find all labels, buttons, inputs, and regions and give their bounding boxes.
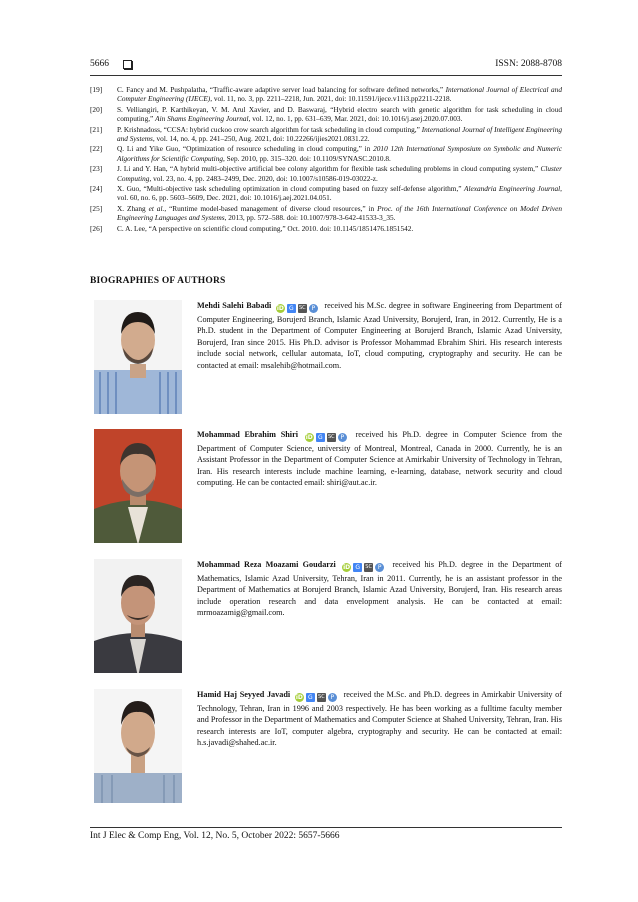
profile-badges	[342, 561, 386, 573]
bio-text	[197, 689, 562, 749]
biographies-heading: BIOGRAPHIES OF AUTHORS	[90, 276, 226, 286]
issn-label: ISSN: 2088-8708	[495, 59, 562, 69]
reference-text: , Sep. 2010, pp. 315–320. doi: 10.1109/SYNASC.2010.8.	[223, 153, 391, 163]
author-name: Hamid Haj Seyyed Javadi	[197, 690, 291, 699]
author-name: Mohammad Reza Moazami Goudarzi	[197, 560, 336, 569]
google-scholar-icon[interactable]: G	[316, 433, 325, 442]
reference-number: [22]	[90, 144, 103, 154]
bio-text	[197, 429, 562, 489]
orcid-icon[interactable]: iD	[305, 433, 313, 441]
publons-icon[interactable]: P	[375, 563, 384, 572]
reference-text: C. Fancy and M. Pushpalatha, “Traffic-aware adaptive server load balancing for software defined networks,”	[117, 85, 446, 94]
reference-number: [21]	[90, 124, 103, 134]
reference-text: P. Krishnadoss, “CCSA: hybrid cuckoo crow search algorithm for task scheduling in cloud computing,”	[117, 124, 422, 134]
footer-rule	[90, 827, 562, 828]
reference-text: S. Velliangiri, P. Karthikeyan, V. M. Arul Xavier, and D. Baswaraj, “Hybrid electro search with genetic algorithm for task scheduling in cloud computing,”	[117, 104, 562, 124]
reference-text: , vol. 12, no. 1, pp. 631–639, Mar. 2021, doi: 10.1016/j.asej.2020.07.003.	[248, 114, 463, 124]
publons-icon[interactable]: P	[338, 433, 347, 442]
publons-icon[interactable]: P	[328, 693, 337, 702]
author-photo	[94, 559, 182, 673]
reference-text: J. Li and Y. Han, “A hybrid multi-objective artificial bee colony algorithm for flexible task scheduling problems in cloud computing system,”	[117, 164, 541, 174]
reference-item	[90, 105, 562, 124]
bio-text	[197, 300, 562, 371]
author-photo	[94, 300, 182, 414]
bio-body: received his Ph.D. degree in the Department of Mathematics, Islamic Azad University, Tehran, Iran in 2011. Currently, he is an assistant professor in the Department of Mathematics at Borujerd Branch, Islamic Azad University, Borujerd, Iran. His research areas include operation research and data envelopment analysis. He can be contacted at email: mrmoazamig@gmail.com.	[197, 560, 563, 617]
bio-text	[197, 559, 562, 619]
reference-number: [20]	[90, 104, 103, 114]
google-scholar-icon[interactable]: G	[353, 563, 362, 572]
reference-item	[90, 85, 562, 104]
reference-venue: Alexandria Engineering Journal	[464, 184, 561, 194]
reference-item	[90, 144, 562, 163]
reference-venue: Proc. of the 16th International Conference on Model Driven Engineering Languages and Systems	[117, 203, 562, 223]
reference-text: , vol. 11, no. 3, pp. 2211–2218, Jun. 2021, doi: 10.11591/ijece.v11i3.pp2211-2218.	[210, 94, 452, 104]
scopus-icon[interactable]: SC	[365, 563, 372, 570]
scopus-icon[interactable]: SC	[318, 693, 325, 700]
page-number: 5666	[90, 59, 109, 69]
reference-number: [26]	[90, 223, 103, 233]
publons-icon[interactable]: P	[309, 304, 318, 313]
reference-text: , “Runtime model-based management of diverse cloud resources,” in	[164, 203, 378, 213]
reference-text: Q. Li and Yike Guo, “Optimization of resource scheduling in cloud computing,” in	[117, 144, 374, 154]
reference-text: , vol. 14, no. 4, pp. 241–250, Aug. 2021, doi: 10.22266/ijies2021.0831.22.	[152, 134, 370, 144]
author-name: Mehdi Salehi Babadi	[197, 301, 272, 310]
bio-body: received his Ph.D. degree in Computer Science from the Department of Computer Science, university of Montreal, Montreal, Canada in 2000. Currently, he is an Assistant Professor in the Department of Computer Science at Amirkabir University of Technology in Tehran, Iran. His research interests include machine learning, e-learning, database, network security and cloud computing. He can be contacted email: shiri@aut.ac.ir.	[197, 430, 562, 487]
reference-item	[90, 224, 562, 233]
author-photo	[94, 689, 182, 803]
reference-number: [25]	[90, 203, 103, 213]
profile-badges	[295, 691, 339, 703]
reference-item	[90, 164, 562, 183]
reference-text: , vol. 60, no. 6, pp. 5603–5609, Dec. 2021, doi: 10.1016/j.aej.2021.04.051.	[117, 184, 562, 203]
reference-number: [19]	[90, 85, 103, 94]
orcid-icon[interactable]: iD	[295, 693, 303, 701]
reference-venue: International Journal of Electrical and Computer Engineering (IJECE)	[117, 85, 562, 104]
scopus-icon[interactable]: SC	[327, 433, 335, 440]
reference-text: , vol. 23, no. 4, pp. 2483–2499, Dec. 2020, doi: 10.1007/s10586-019-03022-z.	[149, 173, 378, 183]
google-scholar-icon[interactable]: G	[287, 304, 296, 313]
reference-text: C. A. Lee, “A perspective on scientific cloud computing,” Oct. 2010. doi: 10.1145/1851476.1851542.	[117, 223, 414, 233]
reference-text: , 2013, pp. 572–588. doi: 10.1007/978-3-642-41533-3_35.	[224, 213, 396, 223]
reference-text: X. Guo, “Multi-objective task scheduling optimization in cloud computing based on fuzzy self-defense algorithm,”	[117, 184, 465, 194]
reference-venue: Ain Shams Engineering Journal	[155, 114, 249, 124]
journal-box-icon	[123, 60, 132, 69]
author-name: Mohammad Ebrahim Shiri	[197, 430, 298, 439]
author-photo	[94, 429, 182, 543]
reference-venue: 2010 12th International Symposium on Symbolic and Numeric Algorithms for Scientific Computing	[117, 144, 563, 163]
scopus-icon[interactable]: SC	[299, 304, 306, 311]
orcid-icon[interactable]: iD	[276, 304, 284, 312]
bio-body: received his M.Sc. degree in software Engineering from Department of Computer Engineering, Borujerd Branch, Islamic Azad University, Borujerd, Iran, in 2012. Currently, He is a Ph.D. student in the Department of Computer Engineering at Borujerd Branch, Islamic Azad University, Borujerd, Iran since 2015. His Ph.D. advisor is Professor Mohammad Ebrahim Shiri. His research interests include social network, cellular automata, IoT, cloud computing, cryptography and security. He can be contacted at email: msalehib@hotmail.com.	[197, 301, 563, 370]
reference-item	[90, 125, 562, 144]
profile-badges	[305, 431, 349, 443]
profile-badges	[276, 302, 320, 314]
reference-item	[90, 204, 562, 223]
google-scholar-icon[interactable]: G	[306, 693, 315, 702]
orcid-icon[interactable]: iD	[343, 563, 351, 571]
page-footer: Int J Elec & Comp Eng, Vol. 12, No. 5, October 2022: 5657-5666	[90, 831, 340, 841]
header-rule	[90, 75, 562, 76]
reference-list	[90, 85, 562, 234]
reference-venue: et al.	[148, 203, 165, 213]
page-header	[90, 59, 562, 75]
reference-item	[90, 184, 562, 203]
reference-venue: Cluster Computing	[117, 164, 562, 183]
bio-body: received the M.Sc. and Ph.D. degrees in Amirkabir University of Technology, Tehran, Iran in 1996 and 2003 respectively. He has been working as a fulltime faculty member and Professor in the Department of Mathematics and Computer Science at Shahed University, Tehran, Iran. His research interests are IoT, computer algebra, cryptography and security. He can be contacted at email: h.s.javadi@shahed.ac.ir.	[197, 690, 562, 747]
reference-text: X. Zhang	[117, 203, 149, 213]
reference-venue: International Journal of Intelligent Engineering and Systems	[117, 124, 562, 144]
reference-number: [24]	[90, 184, 103, 194]
reference-number: [23]	[90, 164, 103, 174]
